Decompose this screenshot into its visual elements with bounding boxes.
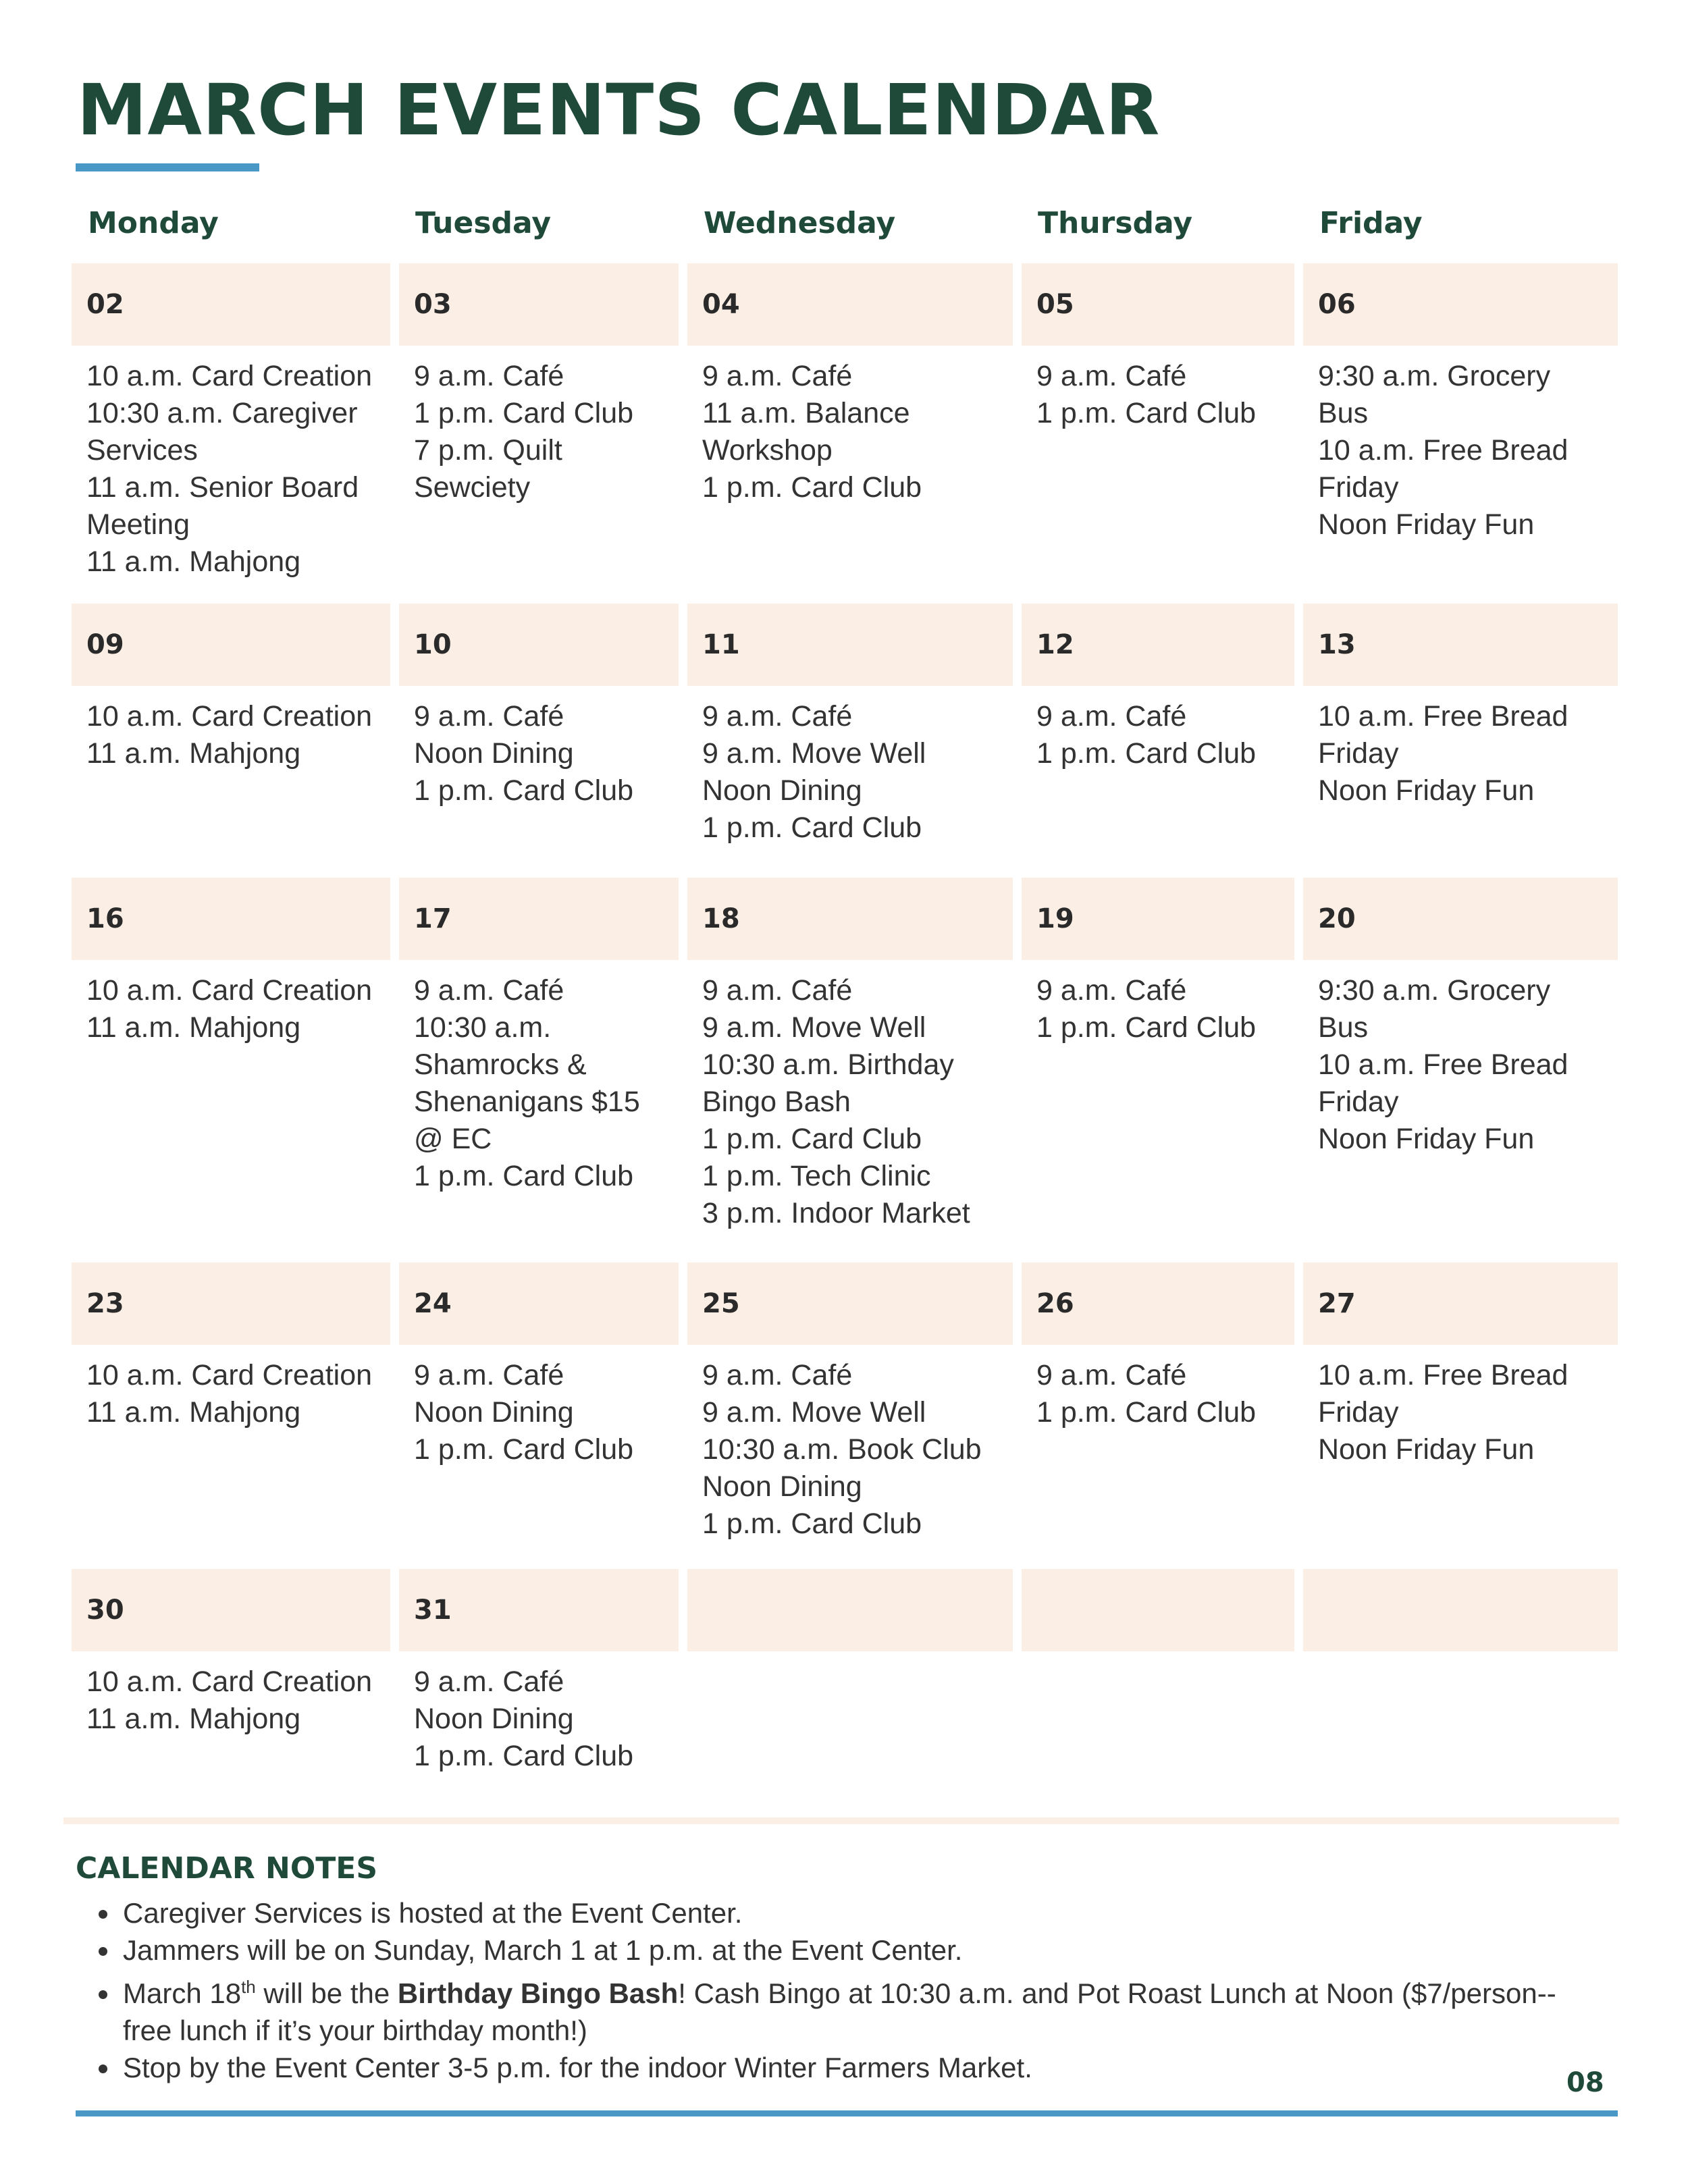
event-line: 9 a.m. Café	[1036, 974, 1187, 1007]
events-cell	[1303, 346, 1618, 604]
weekday-header: Thursday	[1022, 182, 1294, 263]
date-cell: 17	[399, 878, 679, 960]
events-cell	[687, 1345, 1013, 1569]
event-line: 1 p.m. Card Club	[1036, 397, 1257, 429]
event-line: 9 a.m. Move Well	[702, 737, 926, 770]
event-line: 9:30 a.m. Grocery	[1318, 974, 1551, 1007]
event-line: 9 a.m. Move Well	[702, 1011, 926, 1044]
events-cell	[72, 346, 390, 604]
events-cell	[399, 1345, 679, 1569]
event-line: Sewciety	[414, 471, 531, 504]
date-cell	[1022, 1569, 1294, 1651]
event-line: 10 a.m. Free Bread	[1318, 1048, 1568, 1081]
event-line: Services	[86, 434, 198, 467]
date-cell: 11	[687, 604, 1013, 686]
event-line: 9 a.m. Café	[702, 974, 853, 1007]
date-cell: 13	[1303, 604, 1618, 686]
event-line: 9 a.m. Café	[1036, 360, 1187, 392]
date-cell: 02	[72, 263, 390, 346]
event-line: 1 p.m. Card Club	[1036, 1011, 1257, 1044]
event-line: 1 p.m. Card Club	[702, 1508, 922, 1540]
weekday-header: Wednesday	[687, 182, 1013, 263]
date-cell: 25	[687, 1262, 1013, 1345]
date-cell: 10	[399, 604, 679, 686]
note-text-pre: March 18	[123, 1977, 242, 2009]
event-line: Noon Friday Fun	[1318, 774, 1535, 807]
events-cell	[399, 1651, 679, 1809]
calendar-notes-title: CALENDAR NOTES	[76, 1851, 378, 1886]
event-line: Noon Dining	[414, 1396, 574, 1429]
event-line: 11 a.m. Mahjong	[86, 1011, 301, 1044]
event-line: @ EC	[414, 1123, 492, 1155]
date-cell: 19	[1022, 878, 1294, 960]
events-cell	[1022, 1345, 1294, 1569]
event-line: 9 a.m. Move Well	[702, 1396, 926, 1429]
date-cell: 18	[687, 878, 1013, 960]
events-cell	[687, 686, 1013, 878]
event-line: 1 p.m. Tech Clinic	[702, 1160, 931, 1192]
events-cell	[72, 960, 390, 1262]
page-number: 08	[1566, 2067, 1604, 2098]
weekday-header: Monday	[72, 182, 390, 263]
events-cell	[72, 1345, 390, 1569]
event-line: 9 a.m. Café	[414, 360, 564, 392]
event-line: Friday	[1318, 737, 1399, 770]
note-text-sup: th	[241, 1977, 256, 1997]
date-cell: 20	[1303, 878, 1618, 960]
calendar-note-item: • Stop by the Event Center 3-5 p.m. for the indoor Winter Farmers Market.	[120, 2049, 1579, 2086]
event-line: 10:30 a.m. Book Club	[702, 1433, 982, 1466]
weekday-header: Tuesday	[399, 182, 679, 263]
date-cell: 06	[1303, 263, 1618, 346]
note-text-bold: Birthday Bingo Bash	[397, 1977, 679, 2009]
event-line: 10 a.m. Card Creation	[86, 360, 373, 392]
date-cell: 16	[72, 878, 390, 960]
date-cell: 12	[1022, 604, 1294, 686]
event-line: Meeting	[86, 508, 190, 541]
events-cell	[687, 960, 1013, 1262]
event-line: Shenanigans $15	[414, 1086, 640, 1118]
event-line: Noon Dining	[414, 1703, 574, 1735]
event-line: 7 p.m. Quilt	[414, 434, 562, 467]
event-line: 9 a.m. Café	[702, 700, 853, 733]
event-line: 9 a.m. Café	[414, 974, 564, 1007]
calendar-grid	[72, 182, 1618, 1819]
event-line: 11 a.m. Balance	[702, 397, 910, 429]
date-cell: 27	[1303, 1262, 1618, 1345]
event-line: Noon Friday Fun	[1318, 1433, 1535, 1466]
event-line: 9 a.m. Café	[1036, 700, 1187, 733]
event-line: 10:30 a.m. Birthday	[702, 1048, 954, 1081]
event-line: Friday	[1318, 1396, 1399, 1429]
events-cell	[1303, 686, 1618, 878]
event-line: Shamrocks &	[414, 1048, 587, 1081]
event-line: Noon Dining	[702, 1470, 862, 1503]
event-line: 9 a.m. Café	[702, 360, 853, 392]
title-underline	[76, 163, 259, 171]
events-cell	[687, 1651, 1013, 1809]
event-line: 1 p.m. Card Club	[1036, 737, 1257, 770]
date-cell: 31	[399, 1569, 679, 1651]
event-line: 1 p.m. Card Club	[1036, 1396, 1257, 1429]
event-line: Noon Friday Fun	[1318, 1123, 1535, 1155]
events-cell	[399, 346, 679, 604]
event-line: 1 p.m. Card Club	[414, 1740, 634, 1772]
event-line: 10:30 a.m. Caregiver	[86, 397, 358, 429]
events-cell	[1303, 960, 1618, 1262]
note-text-post: ! Cash Bingo at 10:30 a.m. and Pot Roast Lunch at Noon ($7/person--free lunch if it’s your birthday month!)	[123, 1977, 1556, 2046]
event-line: 9 a.m. Café	[414, 1359, 564, 1391]
event-line: 11 a.m. Senior Board	[86, 471, 359, 504]
events-cell	[1022, 960, 1294, 1262]
date-cell: 04	[687, 263, 1013, 346]
event-line: 9:30 a.m. Grocery	[1318, 360, 1551, 392]
event-line: Bus	[1318, 1011, 1369, 1044]
event-line: 9 a.m. Café	[702, 1359, 853, 1391]
calendar-note-item: • Jammers will be on Sunday, March 1 at 1 p.m. at the Event Center.	[120, 1932, 1579, 1969]
event-line: 11 a.m. Mahjong	[86, 1396, 301, 1429]
event-line: 1 p.m. Card Club	[702, 1123, 922, 1155]
date-cell: 23	[72, 1262, 390, 1345]
weekday-header: Friday	[1303, 182, 1618, 263]
event-line: 10 a.m. Free Bread	[1318, 700, 1568, 733]
event-line: Friday	[1318, 471, 1399, 504]
event-line: 11 a.m. Mahjong	[86, 545, 301, 578]
event-line: Friday	[1318, 1086, 1399, 1118]
events-cell	[1022, 346, 1294, 604]
events-cell	[399, 686, 679, 878]
event-line: Noon Friday Fun	[1318, 508, 1535, 541]
events-cell	[72, 686, 390, 878]
event-line: 1 p.m. Card Club	[414, 774, 634, 807]
events-cell	[1022, 1651, 1294, 1809]
event-line: 10:30 a.m.	[414, 1011, 552, 1044]
date-cell: 03	[399, 263, 679, 346]
event-line: 9 a.m. Café	[414, 700, 564, 733]
date-cell: 09	[72, 604, 390, 686]
event-line: Noon Dining	[414, 737, 574, 770]
event-line: 11 a.m. Mahjong	[86, 1703, 301, 1735]
events-cell	[72, 1651, 390, 1809]
page-title: MARCH EVENTS CALENDAR	[77, 69, 1161, 151]
event-line: 10 a.m. Card Creation	[86, 974, 373, 1007]
event-line: 1 p.m. Card Club	[414, 397, 634, 429]
events-cell	[1022, 686, 1294, 878]
event-line: 10 a.m. Free Bread	[1318, 434, 1568, 467]
event-line: 1 p.m. Card Club	[702, 811, 922, 844]
event-line: 10 a.m. Card Creation	[86, 700, 373, 733]
events-cell	[687, 346, 1013, 604]
event-line: 9 a.m. Café	[1036, 1359, 1187, 1391]
date-cell: 05	[1022, 263, 1294, 346]
events-cell	[1303, 1651, 1618, 1809]
calendar-note-item: • Caregiver Services is hosted at the Event Center.	[120, 1894, 1579, 1932]
events-cell	[399, 960, 679, 1262]
date-cell	[687, 1569, 1013, 1651]
calendar-notes-list	[88, 1894, 1579, 2086]
event-line: 1 p.m. Card Club	[414, 1160, 634, 1192]
event-line: 1 p.m. Card Club	[702, 471, 922, 504]
bottom-rule	[76, 2110, 1618, 2116]
event-line: Workshop	[702, 434, 833, 467]
event-line: 3 p.m. Indoor Market	[702, 1197, 970, 1229]
event-line: Bingo Bash	[702, 1086, 851, 1118]
event-line: Noon Dining	[702, 774, 862, 807]
event-line: 11 a.m. Mahjong	[86, 737, 301, 770]
event-line: 1 p.m. Card Club	[414, 1433, 634, 1466]
date-cell: 30	[72, 1569, 390, 1651]
event-line: 10 a.m. Free Bread	[1318, 1359, 1568, 1391]
date-cell	[1303, 1569, 1618, 1651]
calendar-note-item	[120, 1969, 1579, 2049]
event-line: 10 a.m. Card Creation	[86, 1359, 373, 1391]
event-line: 9 a.m. Café	[414, 1666, 564, 1698]
note-text-mid: will be the	[255, 1977, 398, 2009]
event-line: Bus	[1318, 397, 1369, 429]
event-line: 10 a.m. Card Creation	[86, 1666, 373, 1698]
calendar-bottom-border	[63, 1817, 1619, 1824]
date-cell: 24	[399, 1262, 679, 1345]
events-cell	[1303, 1345, 1618, 1569]
date-cell: 26	[1022, 1262, 1294, 1345]
